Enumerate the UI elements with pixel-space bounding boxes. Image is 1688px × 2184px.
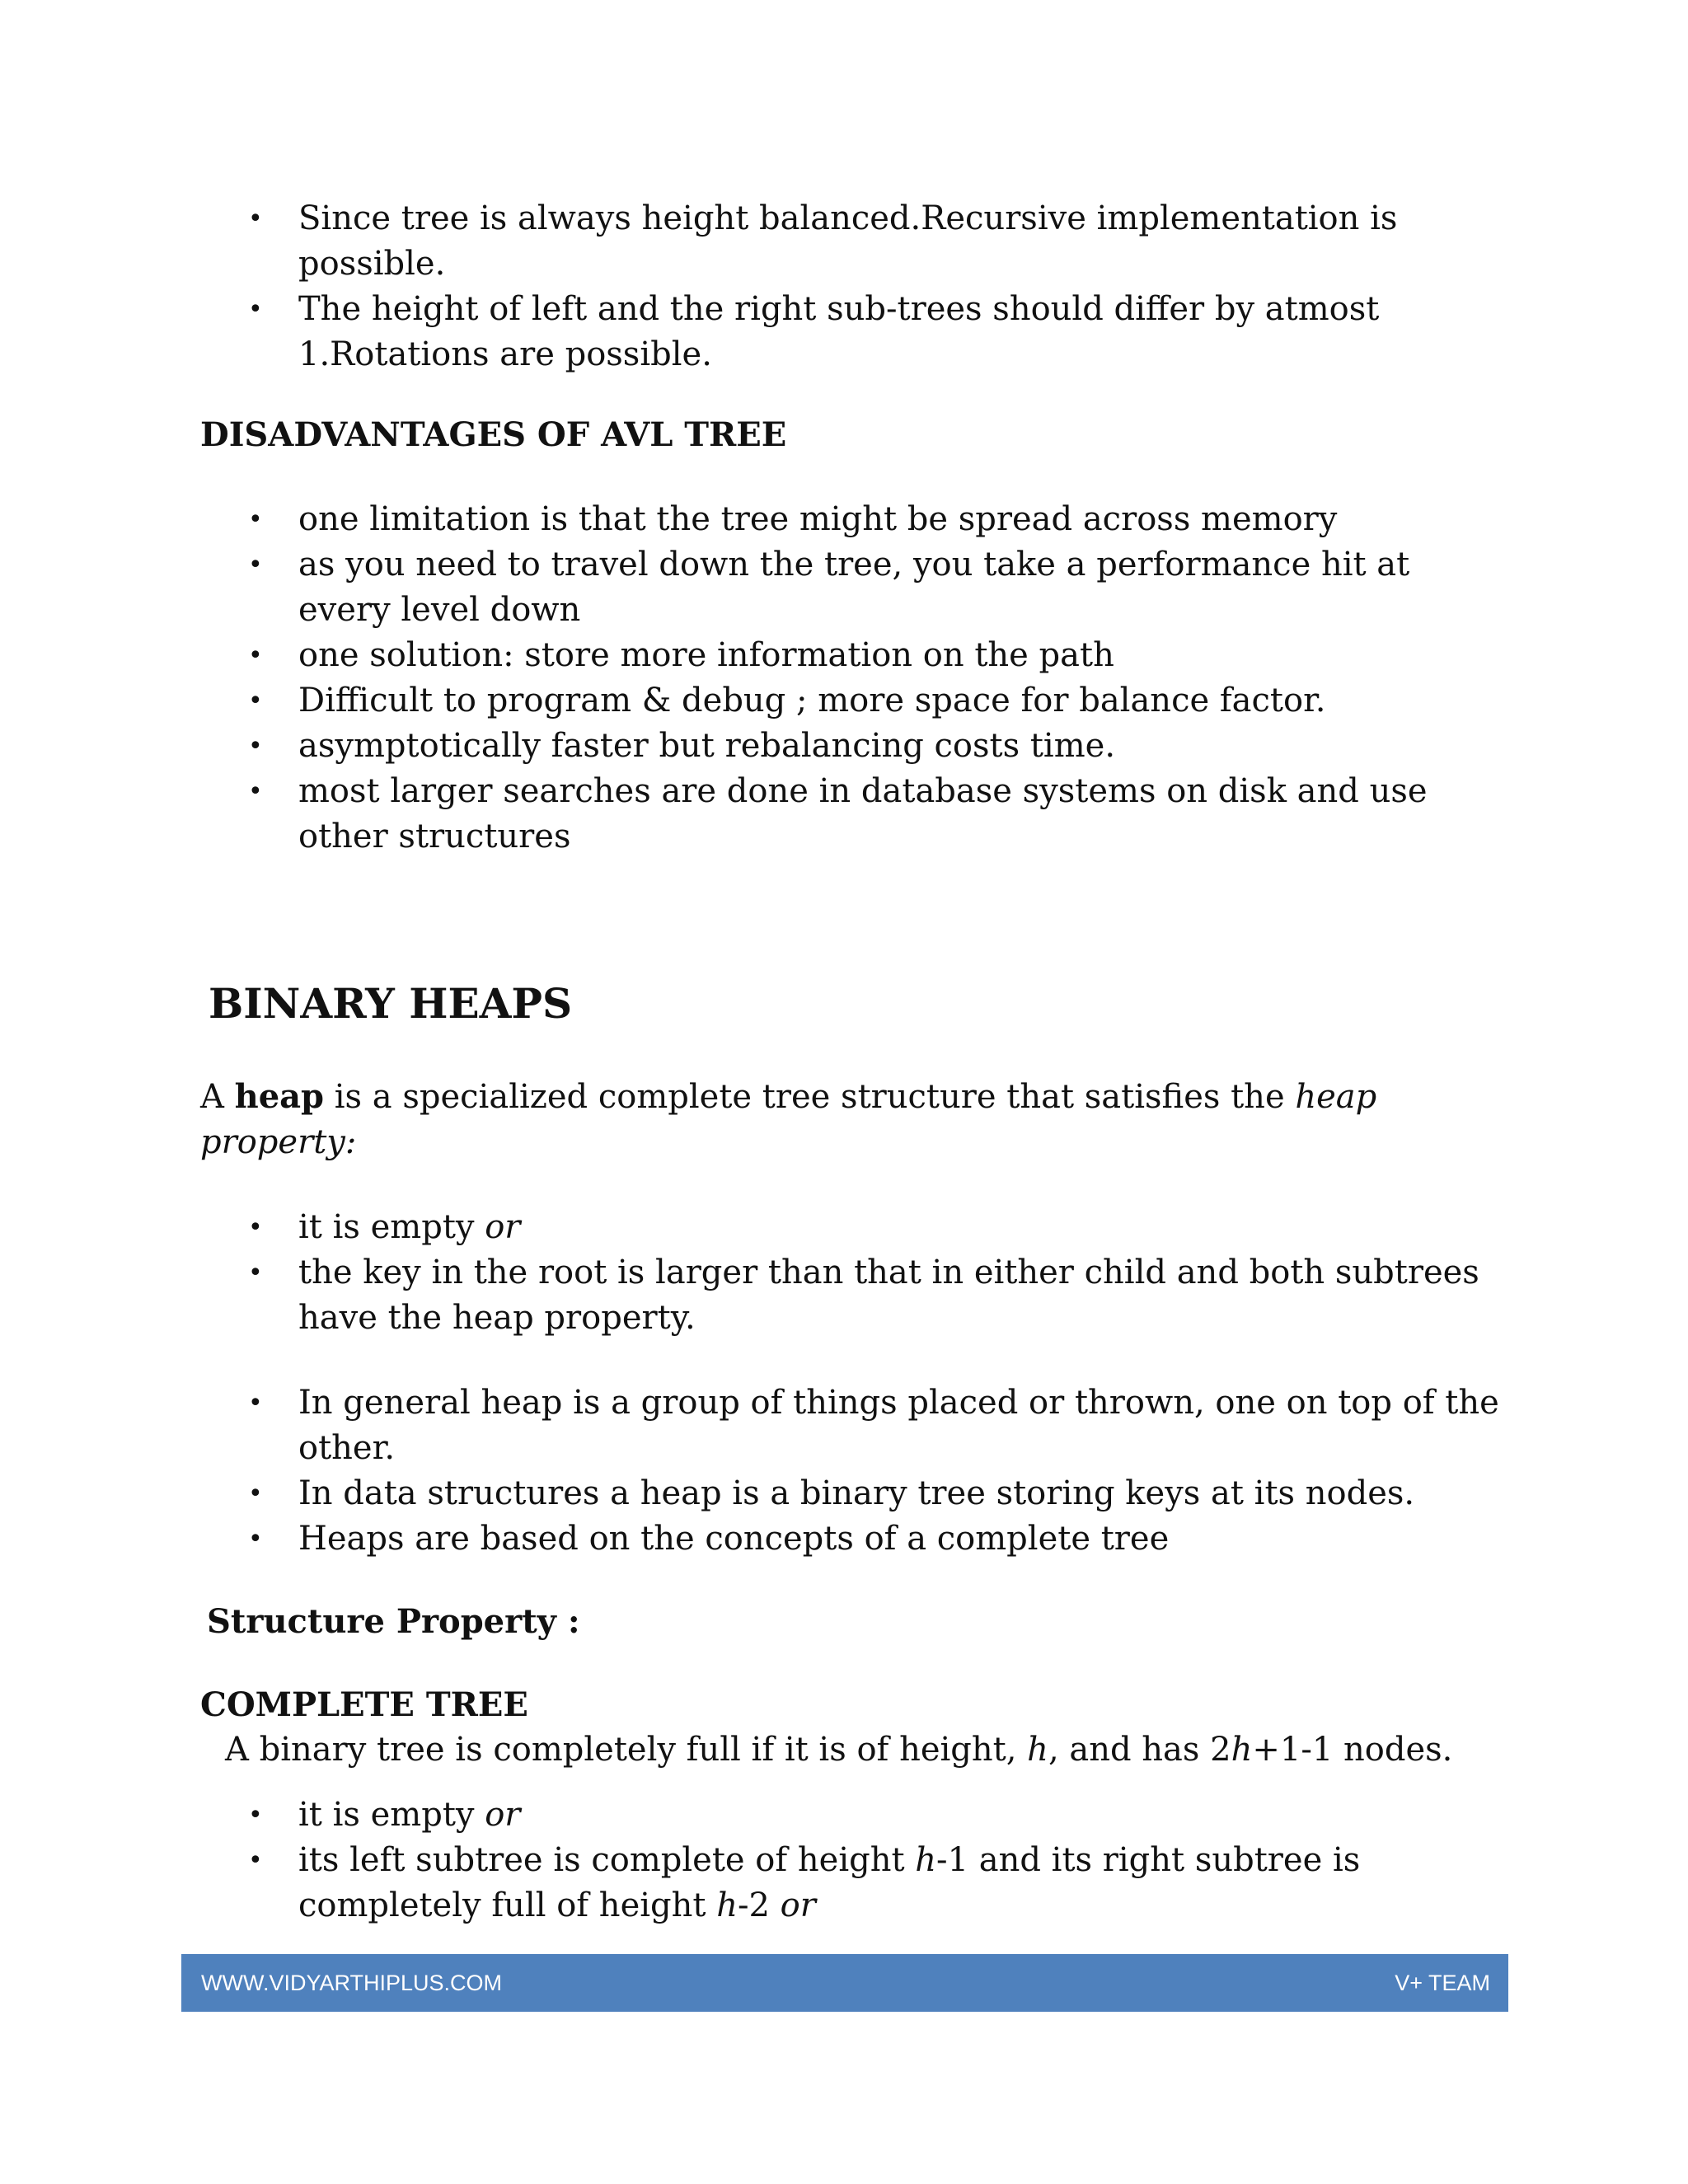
disadvantages-heading: DISADVANTAGES OF AVL TREE — [200, 415, 787, 454]
desc-var-h: h — [1027, 1731, 1048, 1769]
list-item: • The height of left and the right sub-trees should differ by atmost 1.Rotations are possible. — [200, 287, 1503, 377]
complete-tree-list — [200, 1793, 1503, 1929]
heap-def-text-1: A — [200, 1078, 235, 1116]
list-item — [200, 1250, 1503, 1341]
binary-heaps-heading: BINARY HEAPS — [209, 979, 573, 1028]
page-footer — [181, 1954, 1508, 2012]
heap-def-bold: heap — [234, 1077, 325, 1116]
heap-definition — [200, 1074, 1503, 1165]
list-item — [200, 1205, 1503, 1250]
heap-def-italic: heap property: — [200, 1078, 1377, 1161]
list-item: • one solution: store more information on the path — [200, 633, 1503, 678]
list-item-text: -2 — [737, 1886, 781, 1924]
var-h: h — [716, 1886, 738, 1924]
list-item: • In general heap is a group of things placed or thrown, one on top of the other. — [200, 1380, 1503, 1471]
list-item-italic: or — [485, 1796, 521, 1834]
complete-tree-heading: COMPLETE TREE — [200, 1685, 528, 1724]
list-item — [200, 1793, 1503, 1838]
page-content — [200, 196, 1503, 1929]
list-item-text: it is empty — [298, 1796, 485, 1834]
list-item: • as you need to travel down the tree, you take a performance hit at every level down — [200, 542, 1503, 633]
list-item: • most larger searches are done in database systems on disk and use other structures — [200, 769, 1503, 860]
list-item: • Difficult to program & debug ; more space for balance factor. — [200, 678, 1503, 724]
list-item-italic: or — [485, 1208, 521, 1246]
list-item: • In data structures a heap is a binary tree storing keys at its nodes. — [200, 1471, 1503, 1516]
list-item: • Heaps are based on the concepts of a complete tree — [200, 1516, 1503, 1562]
list-item-text: the key in the root is larger than that in either child and both subtrees have the heap property. — [298, 1254, 1479, 1337]
list-item: • Since tree is always height balanced.Recursive implementation is possible. — [200, 196, 1503, 287]
list-item: • asymptotically faster but rebalancing costs time. — [200, 724, 1503, 769]
heap-general-list — [200, 1380, 1503, 1562]
structure-property-heading: Structure Property : — [207, 1602, 580, 1641]
list-item-text: -1 and its right subtree is completely full of height — [298, 1841, 1361, 1924]
disadvantages-list — [200, 497, 1503, 860]
footer-website-link[interactable]: WWW.VIDYARTHIPLUS.COM — [201, 1971, 503, 1995]
desc-text: , and has 2 — [1048, 1731, 1231, 1769]
footer-team-label: V+ TEAM — [1395, 1971, 1490, 1995]
desc-text: A binary tree is completely full if it is of height, — [225, 1731, 1028, 1769]
desc-var-h: h — [1231, 1731, 1253, 1769]
avl-advantages-list — [200, 196, 1503, 377]
list-item-italic: or — [780, 1886, 816, 1924]
list-item-text: its left subtree is complete of height — [298, 1841, 916, 1879]
list-item-text: it is empty — [298, 1208, 485, 1246]
complete-tree-description — [200, 1727, 1503, 1773]
var-h: h — [915, 1841, 937, 1879]
heap-property-list — [200, 1205, 1503, 1341]
list-item: • one limitation is that the tree might be spread across memory — [200, 497, 1503, 542]
desc-text: +1-1 nodes. — [1252, 1731, 1453, 1769]
list-item — [200, 1838, 1503, 1929]
heap-def-text-2: is a specialized complete tree structure that satisfies the — [324, 1078, 1296, 1116]
